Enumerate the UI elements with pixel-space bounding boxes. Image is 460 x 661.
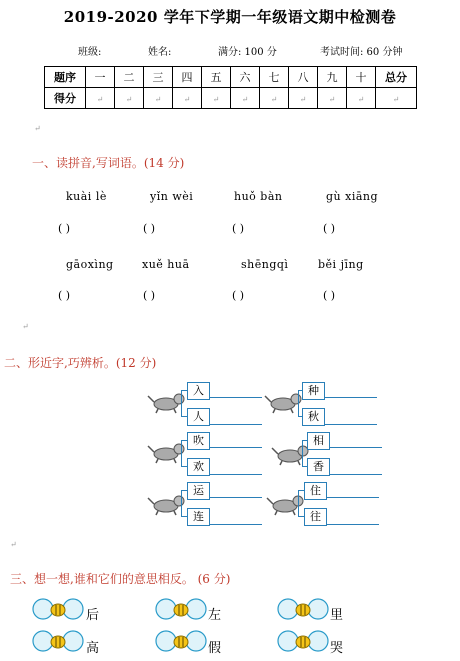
paragraph-mark: ↵: [10, 540, 17, 549]
antonym-char: 假: [208, 641, 222, 656]
char-box: 秋: [302, 408, 325, 426]
score-table-score-row: [45, 88, 417, 109]
paragraph-mark: ↵: [22, 322, 29, 331]
antonym-char: 左: [208, 608, 222, 623]
answer-blank[interactable]: ( ): [58, 222, 71, 235]
pinyin-item: shēngqì: [241, 258, 289, 271]
dog-icon: [146, 440, 186, 464]
table-cell: 六: [231, 67, 260, 88]
score-cell[interactable]: ↵: [231, 88, 260, 109]
bee-icon[interactable]: [155, 630, 207, 652]
score-cell[interactable]: ↵: [318, 88, 347, 109]
score-cell[interactable]: ↵: [115, 88, 144, 109]
full-score-label: 满分: 100 分: [218, 47, 277, 58]
class-label: 班级:: [78, 47, 102, 58]
pinyin-item: gāoxìng: [66, 258, 114, 271]
answer-line[interactable]: [210, 447, 262, 448]
table-cell: 三: [144, 67, 173, 88]
paragraph-mark: ↵: [34, 124, 41, 133]
section1-heading: 一、读拼音,写词语。(14 分): [32, 156, 185, 170]
score-table: [44, 66, 417, 109]
score-cell[interactable]: ↵: [260, 88, 289, 109]
answer-blank[interactable]: ( ): [323, 289, 336, 302]
score-cell[interactable]: ↵: [173, 88, 202, 109]
score-cell[interactable]: ↵: [144, 88, 173, 109]
answer-line[interactable]: [210, 524, 262, 525]
dog-icon: [146, 492, 186, 516]
antonym-char: 高: [86, 641, 100, 656]
pinyin-item: gù xiāng: [326, 190, 379, 203]
char-box: 香: [307, 458, 330, 476]
score-cell[interactable]: ↵: [289, 88, 318, 109]
char-box: 往: [304, 508, 327, 526]
answer-blank[interactable]: ( ): [143, 289, 156, 302]
char-box: 欢: [187, 458, 210, 476]
answer-line[interactable]: [327, 497, 379, 498]
antonym-char: 里: [330, 608, 344, 623]
antonym-char: 哭: [330, 641, 344, 656]
char-box: 住: [304, 482, 327, 500]
name-label: 姓名:: [148, 47, 172, 58]
pinyin-item: kuài lè: [66, 190, 107, 203]
section2-heading: 二、形近字,巧辨析。(12 分): [4, 356, 157, 370]
bee-icon[interactable]: [32, 598, 84, 620]
table-cell: 十: [347, 67, 376, 88]
answer-line[interactable]: [210, 474, 262, 475]
table-cell: 总分: [376, 67, 417, 88]
pinyin-item: yǐn wèi: [150, 190, 194, 203]
table-cell: 得分: [45, 88, 86, 109]
char-box: 吹: [187, 432, 210, 450]
answer-line[interactable]: [325, 397, 377, 398]
answer-line[interactable]: [210, 424, 262, 425]
answer-line[interactable]: [325, 424, 377, 425]
bee-icon[interactable]: [277, 630, 329, 652]
score-cell[interactable]: ↵: [202, 88, 231, 109]
answer-line[interactable]: [210, 397, 262, 398]
bee-icon[interactable]: [155, 598, 207, 620]
answer-blank[interactable]: ( ): [143, 222, 156, 235]
char-box: 人: [187, 408, 210, 426]
char-box: 运: [187, 482, 210, 500]
answer-line[interactable]: [330, 447, 382, 448]
answer-blank[interactable]: ( ): [232, 222, 245, 235]
score-cell[interactable]: ↵: [376, 88, 417, 109]
char-box: 相: [307, 432, 330, 450]
score-table-header-row: [45, 67, 417, 88]
dog-icon: [146, 390, 186, 414]
answer-blank[interactable]: ( ): [232, 289, 245, 302]
bee-icon[interactable]: [277, 598, 329, 620]
score-cell[interactable]: ↵: [86, 88, 115, 109]
table-cell: 题序: [45, 67, 86, 88]
bee-icon[interactable]: [32, 630, 84, 652]
answer-blank[interactable]: ( ): [58, 289, 71, 302]
char-box: 种: [302, 382, 325, 400]
pinyin-item: huǒ bàn: [234, 190, 283, 203]
char-box: 连: [187, 508, 210, 526]
char-box: 入: [187, 382, 210, 400]
section3-heading: 三、想一想,谁和它们的意思相反。 (6 分): [10, 572, 231, 586]
answer-blank[interactable]: ( ): [323, 222, 336, 235]
pinyin-item: běi jīng: [318, 258, 364, 271]
answer-line[interactable]: [210, 497, 262, 498]
table-cell: 九: [318, 67, 347, 88]
page-title: 2019-2020 学年下学期一年级语文期中检测卷: [63, 8, 397, 26]
table-cell: 七: [260, 67, 289, 88]
table-cell: 四: [173, 67, 202, 88]
answer-line[interactable]: [330, 474, 382, 475]
answer-line[interactable]: [327, 524, 379, 525]
exam-time-label: 考试时间: 60 分钟: [320, 47, 403, 58]
table-cell: 二: [115, 67, 144, 88]
table-cell: 一: [86, 67, 115, 88]
score-cell[interactable]: ↵: [347, 88, 376, 109]
dog-icon: [263, 390, 303, 414]
table-cell: 八: [289, 67, 318, 88]
pinyin-item: xuě huā: [142, 258, 190, 271]
antonym-char: 后: [86, 608, 100, 623]
table-cell: 五: [202, 67, 231, 88]
